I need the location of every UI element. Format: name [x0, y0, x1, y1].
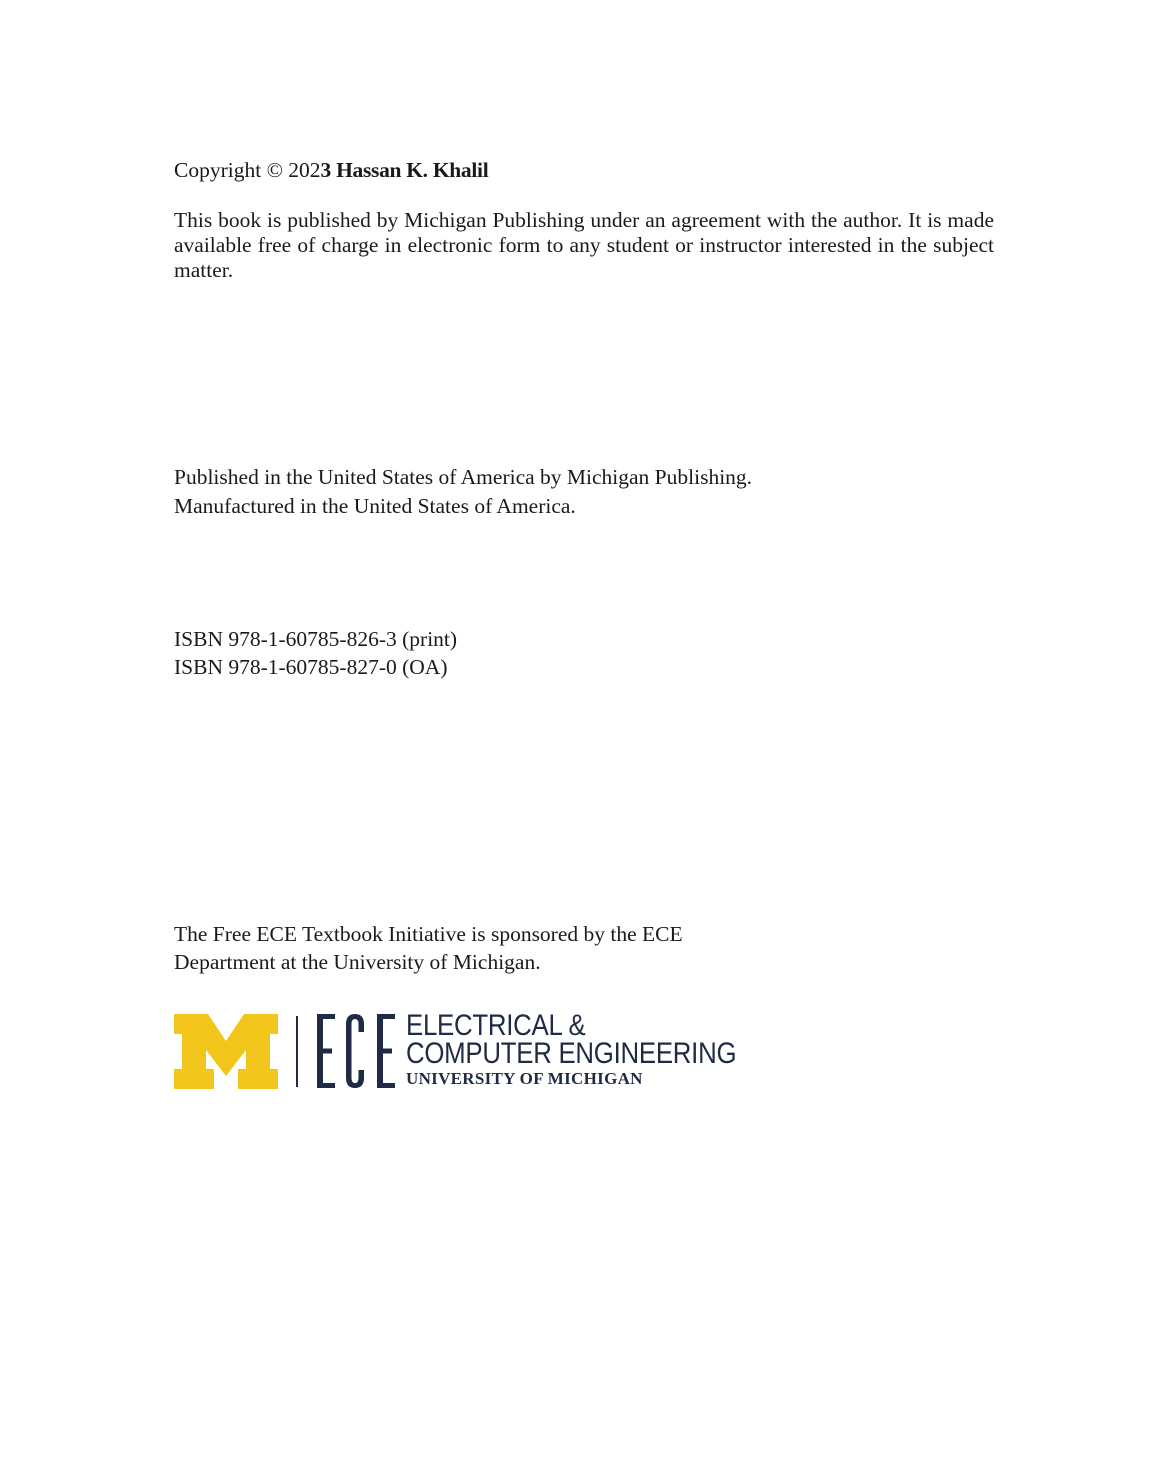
- publication-note: This book is published by Michigan Publishing under an agreement with the author. It is made available free of charge in electronic form to any student or instructor interested in the subject matter.: [174, 208, 994, 282]
- sponsor-line-2: Department at the University of Michigan.: [174, 950, 541, 974]
- logo-divider: [296, 1016, 298, 1087]
- um-ece-logo: [174, 1009, 774, 1092]
- sponsor-line-1: The Free ECE Textbook Initiative is sponsored by the ECE: [174, 922, 683, 946]
- copyright-prefix: Copyright © 202: [174, 158, 321, 182]
- published-line: Published in the United States of America by Michigan Publishing.: [174, 465, 753, 489]
- ece-mark-icon: [317, 1014, 395, 1088]
- manufactured-line: Manufactured in the United States of America.: [174, 494, 576, 518]
- copyright-holder: 3 Hassan K. Khalil: [320, 158, 489, 182]
- isbn-oa: ISBN 978-1-60785-827-0 (OA): [174, 655, 448, 679]
- copyright-line: [174, 158, 488, 183]
- logo-electrical: ELECTRICAL &: [406, 1009, 586, 1042]
- logo-computer-engineering: COMPUTER ENGINEERING: [406, 1037, 737, 1070]
- sponsor-note: [174, 920, 683, 976]
- isbn-list: [174, 625, 457, 681]
- block-m-logo-icon: [174, 1014, 278, 1089]
- logo-wordmark: [406, 1009, 790, 1090]
- isbn-print: ISBN 978-1-60785-826-3 (print): [174, 627, 458, 651]
- logo-university: UNIVERSITY OF MICHIGAN: [406, 1069, 643, 1088]
- publication-place: [174, 463, 752, 521]
